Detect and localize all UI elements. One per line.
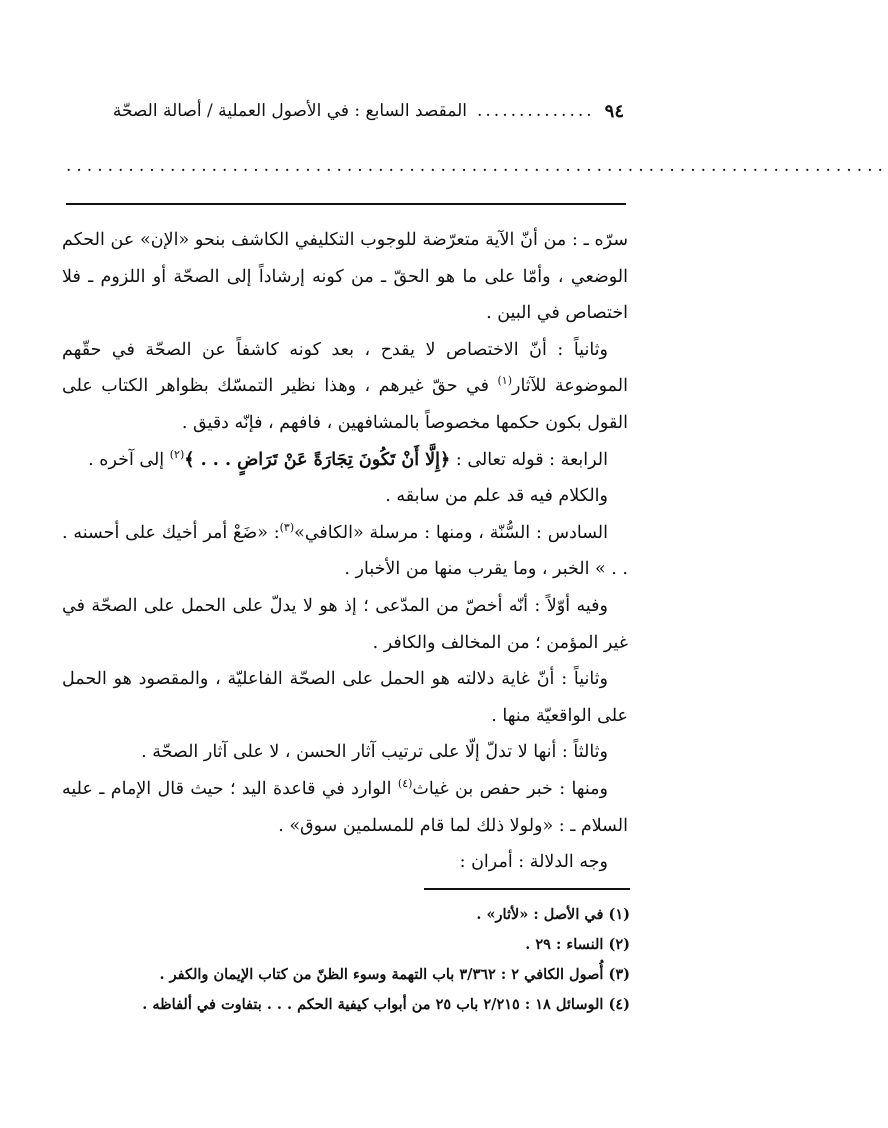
paragraph-text: الرابعة : قوله تعالى : — [455, 449, 608, 470]
footnote-ref: (١) — [497, 374, 512, 388]
page-number: ٩٤ — [604, 100, 624, 122]
paragraph: وثالثاً : أنها لا تدلّ إلّا على ترتيب آثار الحسن ، لا على آثار الصحّة . — [141, 742, 608, 763]
paragraph-text: ومنها : خبر حفص بن غياث — [412, 778, 608, 799]
footnote-ref: (٢) — [169, 447, 185, 461]
footnote-rule — [424, 888, 630, 890]
header-title: المقصد السابع : في الأصول العملية / أصالة الصحّة — [112, 101, 467, 121]
paragraph-text: الوارد في قاعدة اليد ؛ حيث قال الإمام ـ عليه السلام ـ : «ولولا ذلك لما قام للمسلمين سوق» . — [62, 778, 628, 836]
footnote-ref: (٤) — [397, 777, 413, 791]
paragraph-text: : «ضَعْ أمر أخيك على أحسنه . . . » الخبر ، وما يقرب منها من الأخبار . — [62, 522, 628, 580]
footnote-ref: (٣) — [279, 520, 295, 534]
paragraph: وثانياً : أنّ غاية دلالته هو الحمل على الصحّة الفاعليّة ، والمقصود هو الحمل على الواقعيّة منها . — [62, 669, 628, 726]
paragraph — [62, 771, 628, 844]
paragraph-text: وثانياً : أنّ الاختصاص لا يقدح ، بعد كونه كاشفاً عن الصحّة في حقّهم الموضوعة للآثار — [62, 339, 628, 397]
footnotes — [90, 900, 630, 1020]
dotted-divider: ............................................................................... — [66, 156, 888, 176]
paragraph-text: في حقّ غيرهم ، وهذا نظير التمسّك بظواهر الكتاب على القول بكون حكمها مخصوصاً بالمشافهين ، فافهم ، فإنّه دقيق . — [62, 376, 628, 433]
paragraph-text: السادس : السُّنّة ، ومنها : مرسلة «الكافي» — [294, 522, 608, 543]
running-header — [66, 96, 624, 126]
paragraph-text: إلى آخره . — [88, 449, 165, 470]
main-text — [62, 222, 628, 881]
paragraph: والكلام فيه قد علم من سابقه . — [385, 486, 608, 507]
paragraph: سرّه ـ : من أنّ الآية متعرّضة للوجوب التكليفي الكاشف بنحو «الإن» عن الحكم الوضعي ، وأمّا على ما هو الحقّ ـ من كونه إرشاداً إلى الصحّة أو اللزوم ـ فلا اختصاص في البين . — [62, 230, 628, 324]
paragraph — [62, 515, 628, 588]
footnote: (٤) الوسائل ١٨ : ٢/٢١٥ باب ٢٥ من أبواب كيفية الحكم . . . بتفاوت في ألفاظه . — [142, 996, 630, 1013]
footnote: (٢) النساء : ٢٩ . — [525, 936, 630, 953]
footnote: (٣) أُصول الكافي ٢ : ٣/٣٦٢ باب التهمة وسوء الظنّ من كتاب الإيمان والكفر . — [159, 966, 630, 983]
paragraph — [62, 332, 628, 442]
footnote: (١) في الأصل : «لأثار» . — [476, 906, 630, 923]
paragraph: وجه الدلالة : أمران : — [459, 852, 608, 873]
header-rule — [66, 203, 626, 205]
paragraph — [62, 442, 628, 479]
quran-verse: ﴿إِلَّا أَنْ تَكُونَ تِجَارَةً عَنْ تَرَاضٍ . . . ﴾ — [184, 449, 451, 470]
paragraph: وفيه أوّلاً : أنّه أخصّ من المدّعى ؛ إذ هو لا يدلّ على الحمل على الصحّة في غير المؤمن ؛ من المخالف والكافر . — [62, 595, 628, 653]
header-dot-leader: .............. — [477, 101, 595, 121]
